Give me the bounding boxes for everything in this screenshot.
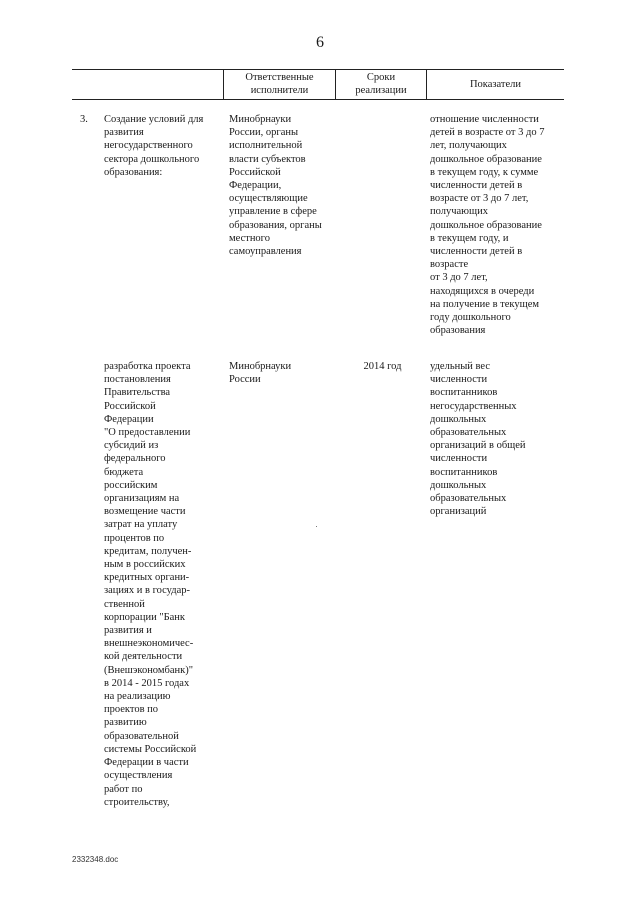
row-indicator: отношение численности детей в возрасте от 3 до 7 лет, получающих дошкольное образование в текущем году, к сумме численности детей в возрасте от 3 до 7 лет, получающих дошкольное образование в текущем году, и численности детей в возрасте от 3 до 7 лет, находящихся в очереди на получение в текущем году дошкольного образования <box>430 114 545 337</box>
header-responsible: Ответственные исполнители <box>245 72 314 96</box>
row-title: Создание условий для развития негосударственного сектора дошкольного образования: <box>104 114 204 178</box>
row-number: 3. <box>80 114 88 125</box>
scan-speck <box>316 526 317 527</box>
row-deadline: 2014 год <box>363 361 402 372</box>
footer-filename: 2332348.doc <box>72 855 119 864</box>
row-indicator: удельный вес численности воспитанников негосударственных дошкольных образовательных организаций в общей численности воспитанников дошкольных образовательных организаций <box>430 361 526 518</box>
row-responsible: Минобрнауки России, органы исполнительной власти субъектов Российской Федерации, осуществляющие управление в сфере образования, органы местного самоуправления <box>229 114 322 258</box>
header-indicators: Показатели <box>469 79 522 90</box>
row-title: разработка проекта постановления Правительства Российской Федерации "О предоставлении субсидий из федерального бюджета российским организациям на возмещение части затрат на уплату процентов по кредитам, получен- ным в российских кредитных органи- зациях и в государ- ственной корпорации "Банк развития и внешнеэкономичес- кой деятельности (Внешэкономбанк)" в 2014 - 2015 годах на реализацию проектов по развитию образовательной системы Российской Федерации в части осуществления работ по строительству, <box>104 361 197 808</box>
row-responsible: Минобрнауки России <box>229 361 292 386</box>
table-header-bottom-rule <box>72 99 564 100</box>
header-deadline: Сроки реализации <box>355 72 407 96</box>
page-number: 6 <box>316 34 324 51</box>
table-top-rule <box>72 69 564 70</box>
